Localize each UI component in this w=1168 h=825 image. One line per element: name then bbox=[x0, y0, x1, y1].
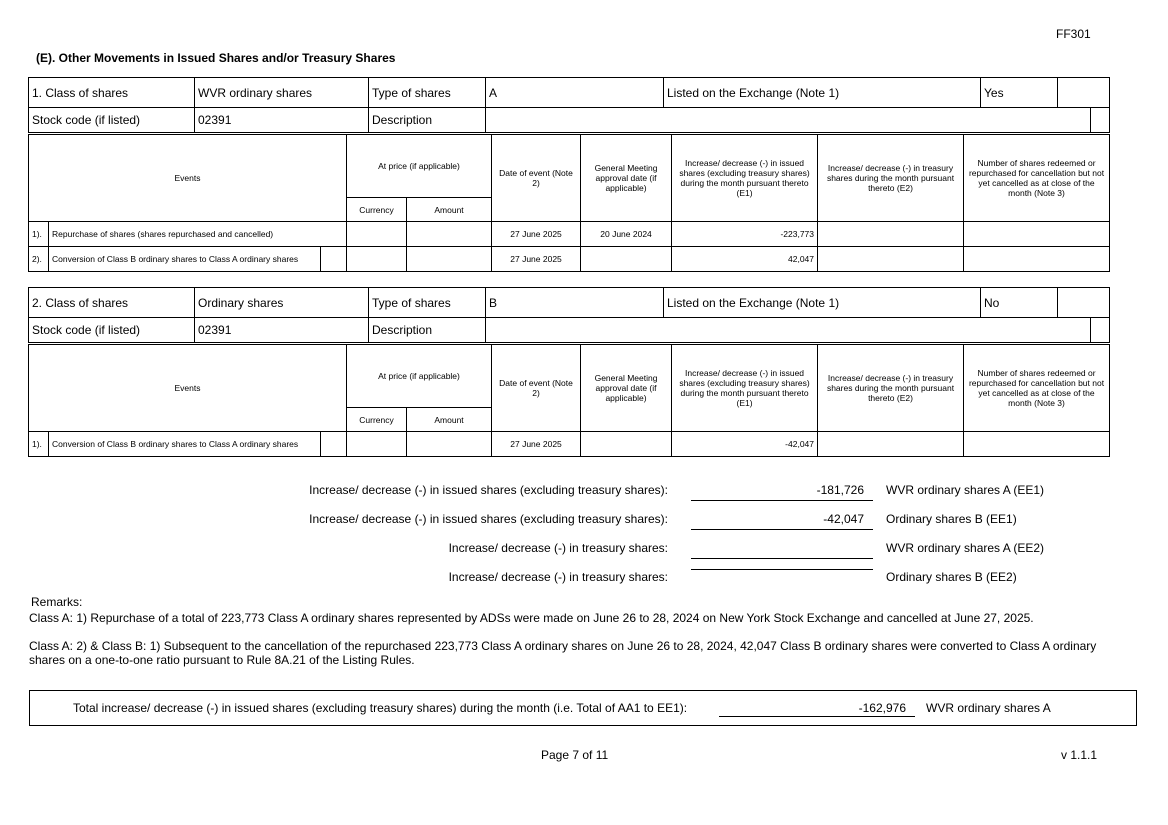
increase-treasury-value bbox=[818, 222, 964, 247]
increase-issued-header: Increase/ decrease (-) in issued shares (excluding treasury shares) during the month pursuant thereto (E1) bbox=[672, 345, 818, 432]
currency-header: Currency bbox=[347, 198, 407, 222]
blank-cell bbox=[1091, 318, 1110, 343]
events-header: Events bbox=[29, 345, 347, 432]
amount-header: Amount bbox=[407, 408, 492, 432]
event-date: 27 June 2025 bbox=[492, 432, 581, 457]
summary-row bbox=[0, 483, 1168, 503]
description-value bbox=[486, 108, 1091, 133]
page-number: Page 7 of 11 bbox=[541, 748, 609, 762]
summary-value: -181,726 bbox=[816, 483, 864, 497]
amount-cell bbox=[407, 432, 492, 457]
type-of-shares-value: A bbox=[486, 78, 664, 108]
date-of-event-header: Date of event (Note 2) bbox=[492, 135, 581, 222]
amount-header: Amount bbox=[407, 198, 492, 222]
currency-cell bbox=[347, 432, 407, 457]
listed-label: Listed on the Exchange (Note 1) bbox=[664, 288, 981, 318]
table2-header bbox=[28, 287, 1110, 343]
section-title: (E). Other Movements in Issued Shares and/or Treasury Shares bbox=[36, 51, 396, 65]
blank-cell bbox=[321, 432, 347, 457]
table-row bbox=[29, 247, 1110, 272]
class-of-shares-label: 2. Class of shares bbox=[29, 288, 195, 318]
summary-value: -42,047 bbox=[823, 512, 864, 526]
summary-label: Increase/ decrease (-) in issued shares (excluding treasury shares): bbox=[309, 512, 668, 526]
summary-row bbox=[0, 570, 1168, 590]
gm-approval-date bbox=[581, 247, 672, 272]
increase-issued-value: -42,047 bbox=[672, 432, 818, 457]
gm-approval-header: General Meeting approval date (if applicable) bbox=[581, 135, 672, 222]
currency-cell bbox=[347, 247, 407, 272]
redeemed-value bbox=[964, 222, 1110, 247]
event-date: 27 June 2025 bbox=[492, 222, 581, 247]
gm-approval-header: General Meeting approval date (if applicable) bbox=[581, 345, 672, 432]
description-label: Description bbox=[369, 108, 486, 133]
class-of-shares-value: Ordinary shares bbox=[195, 288, 369, 318]
summary-row bbox=[0, 512, 1168, 532]
redeemed-header: Number of shares redeemed or repurchased for cancellation but not yet cancelled as at close of the month (Note 3) bbox=[964, 135, 1110, 222]
redeemed-header: Number of shares redeemed or repurchased for cancellation but not yet cancelled as at close of the month (Note 3) bbox=[964, 345, 1110, 432]
class-of-shares-value: WVR ordinary shares bbox=[195, 78, 369, 108]
total-box bbox=[29, 690, 1137, 726]
increase-issued-header: Increase/ decrease (-) in issued shares (excluding treasury shares) during the month pursuant thereto (E1) bbox=[672, 135, 818, 222]
type-of-shares-label: Type of shares bbox=[369, 288, 486, 318]
description-label: Description bbox=[369, 318, 486, 343]
stock-code-label: Stock code (if listed) bbox=[29, 318, 195, 343]
table-row bbox=[29, 222, 1110, 247]
gm-approval-date: 20 June 2024 bbox=[581, 222, 672, 247]
blank-cell bbox=[1058, 78, 1110, 108]
table1-events bbox=[28, 134, 1110, 272]
stock-code-value: 02391 bbox=[195, 108, 369, 133]
summary-row bbox=[0, 541, 1168, 561]
increase-issued-value: -223,773 bbox=[672, 222, 818, 247]
remarks-box bbox=[29, 611, 1112, 671]
summary-description: WVR ordinary shares A (EE1) bbox=[886, 483, 1045, 497]
event-description: Repurchase of shares (shares repurchased and cancelled) bbox=[49, 222, 347, 247]
increase-treasury-value bbox=[818, 432, 964, 457]
at-price-header: At price (if applicable) bbox=[347, 345, 492, 408]
type-of-shares-value: B bbox=[486, 288, 664, 318]
currency-cell bbox=[347, 222, 407, 247]
table1-header bbox=[28, 77, 1110, 133]
summary-label: Increase/ decrease (-) in issued shares (excluding treasury shares): bbox=[309, 483, 668, 497]
increase-treasury-header: Increase/ decrease (-) in treasury shares during the month pursuant thereto (E2) bbox=[818, 345, 964, 432]
redeemed-value bbox=[964, 247, 1110, 272]
stock-code-label: Stock code (if listed) bbox=[29, 108, 195, 133]
version-label: v 1.1.1 bbox=[1061, 748, 1098, 762]
class-of-shares-label: 1. Class of shares bbox=[29, 78, 195, 108]
event-description: Conversion of Class B ordinary shares to Class A ordinary shares bbox=[49, 247, 321, 272]
event-description: Conversion of Class B ordinary shares to Class A ordinary shares bbox=[49, 432, 321, 457]
summary-description: Ordinary shares B (EE2) bbox=[886, 570, 1017, 584]
summary-label: Increase/ decrease (-) in treasury shares: bbox=[448, 570, 668, 584]
form-code: FF301 bbox=[1056, 27, 1091, 41]
increase-issued-value: 42,047 bbox=[672, 247, 818, 272]
type-of-shares-label: Type of shares bbox=[369, 78, 486, 108]
table-row bbox=[29, 432, 1110, 457]
remarks-label: Remarks: bbox=[31, 595, 83, 609]
listed-label: Listed on the Exchange (Note 1) bbox=[664, 78, 981, 108]
event-number: 1). bbox=[29, 432, 49, 457]
currency-header: Currency bbox=[347, 408, 407, 432]
remarks-line: Class A: 1) Repurchase of a total of 223,773 Class A ordinary shares represented by ADSs were made on June 26 to 28, 2024 on New York Stock Exchange and cancelled at June 27, 2025. bbox=[29, 611, 1034, 625]
summary-label: Increase/ decrease (-) in treasury shares: bbox=[448, 541, 668, 555]
description-value bbox=[486, 318, 1091, 343]
summary-underline bbox=[691, 552, 873, 570]
event-number: 1). bbox=[29, 222, 49, 247]
gm-approval-date bbox=[581, 432, 672, 457]
increase-treasury-value bbox=[818, 247, 964, 272]
remarks-line: Class A: 2) & Class B: 1) Subsequent to the cancellation of the repurchased 223,773 Class A ordinary shares on June 26 to 28, 2024, 42,047 Class B ordinary shares were converted to Class A ordinary shares on a one-to-one ratio pursuant to Rule 8A.21 of the Listing Rules. bbox=[29, 639, 1097, 667]
blank-cell bbox=[1058, 288, 1110, 318]
at-price-header: At price (if applicable) bbox=[347, 135, 492, 198]
event-number: 2). bbox=[29, 247, 49, 272]
listed-value: Yes bbox=[981, 78, 1058, 108]
listed-value: No bbox=[981, 288, 1058, 318]
events-header: Events bbox=[29, 135, 347, 222]
amount-cell bbox=[407, 222, 492, 247]
summary-description: Ordinary shares B (EE1) bbox=[886, 512, 1017, 526]
summary-description: WVR ordinary shares A (EE2) bbox=[886, 541, 1045, 555]
amount-cell bbox=[407, 247, 492, 272]
total-label: Total increase/ decrease (-) in issued shares (excluding treasury shares) during the month (i.e. Total of AA1 to EE1): bbox=[73, 701, 688, 715]
date-of-event-header: Date of event (Note 2) bbox=[492, 345, 581, 432]
increase-treasury-header: Increase/ decrease (-) in treasury shares during the month pursuant thereto (E2) bbox=[818, 135, 964, 222]
blank-cell bbox=[1091, 108, 1110, 133]
event-date: 27 June 2025 bbox=[492, 247, 581, 272]
total-value: -162,976 bbox=[858, 701, 906, 715]
redeemed-value bbox=[964, 432, 1110, 457]
blank-cell bbox=[321, 247, 347, 272]
table2-events bbox=[28, 344, 1110, 457]
stock-code-value: 02391 bbox=[195, 318, 369, 343]
total-description: WVR ordinary shares A bbox=[926, 701, 1051, 715]
